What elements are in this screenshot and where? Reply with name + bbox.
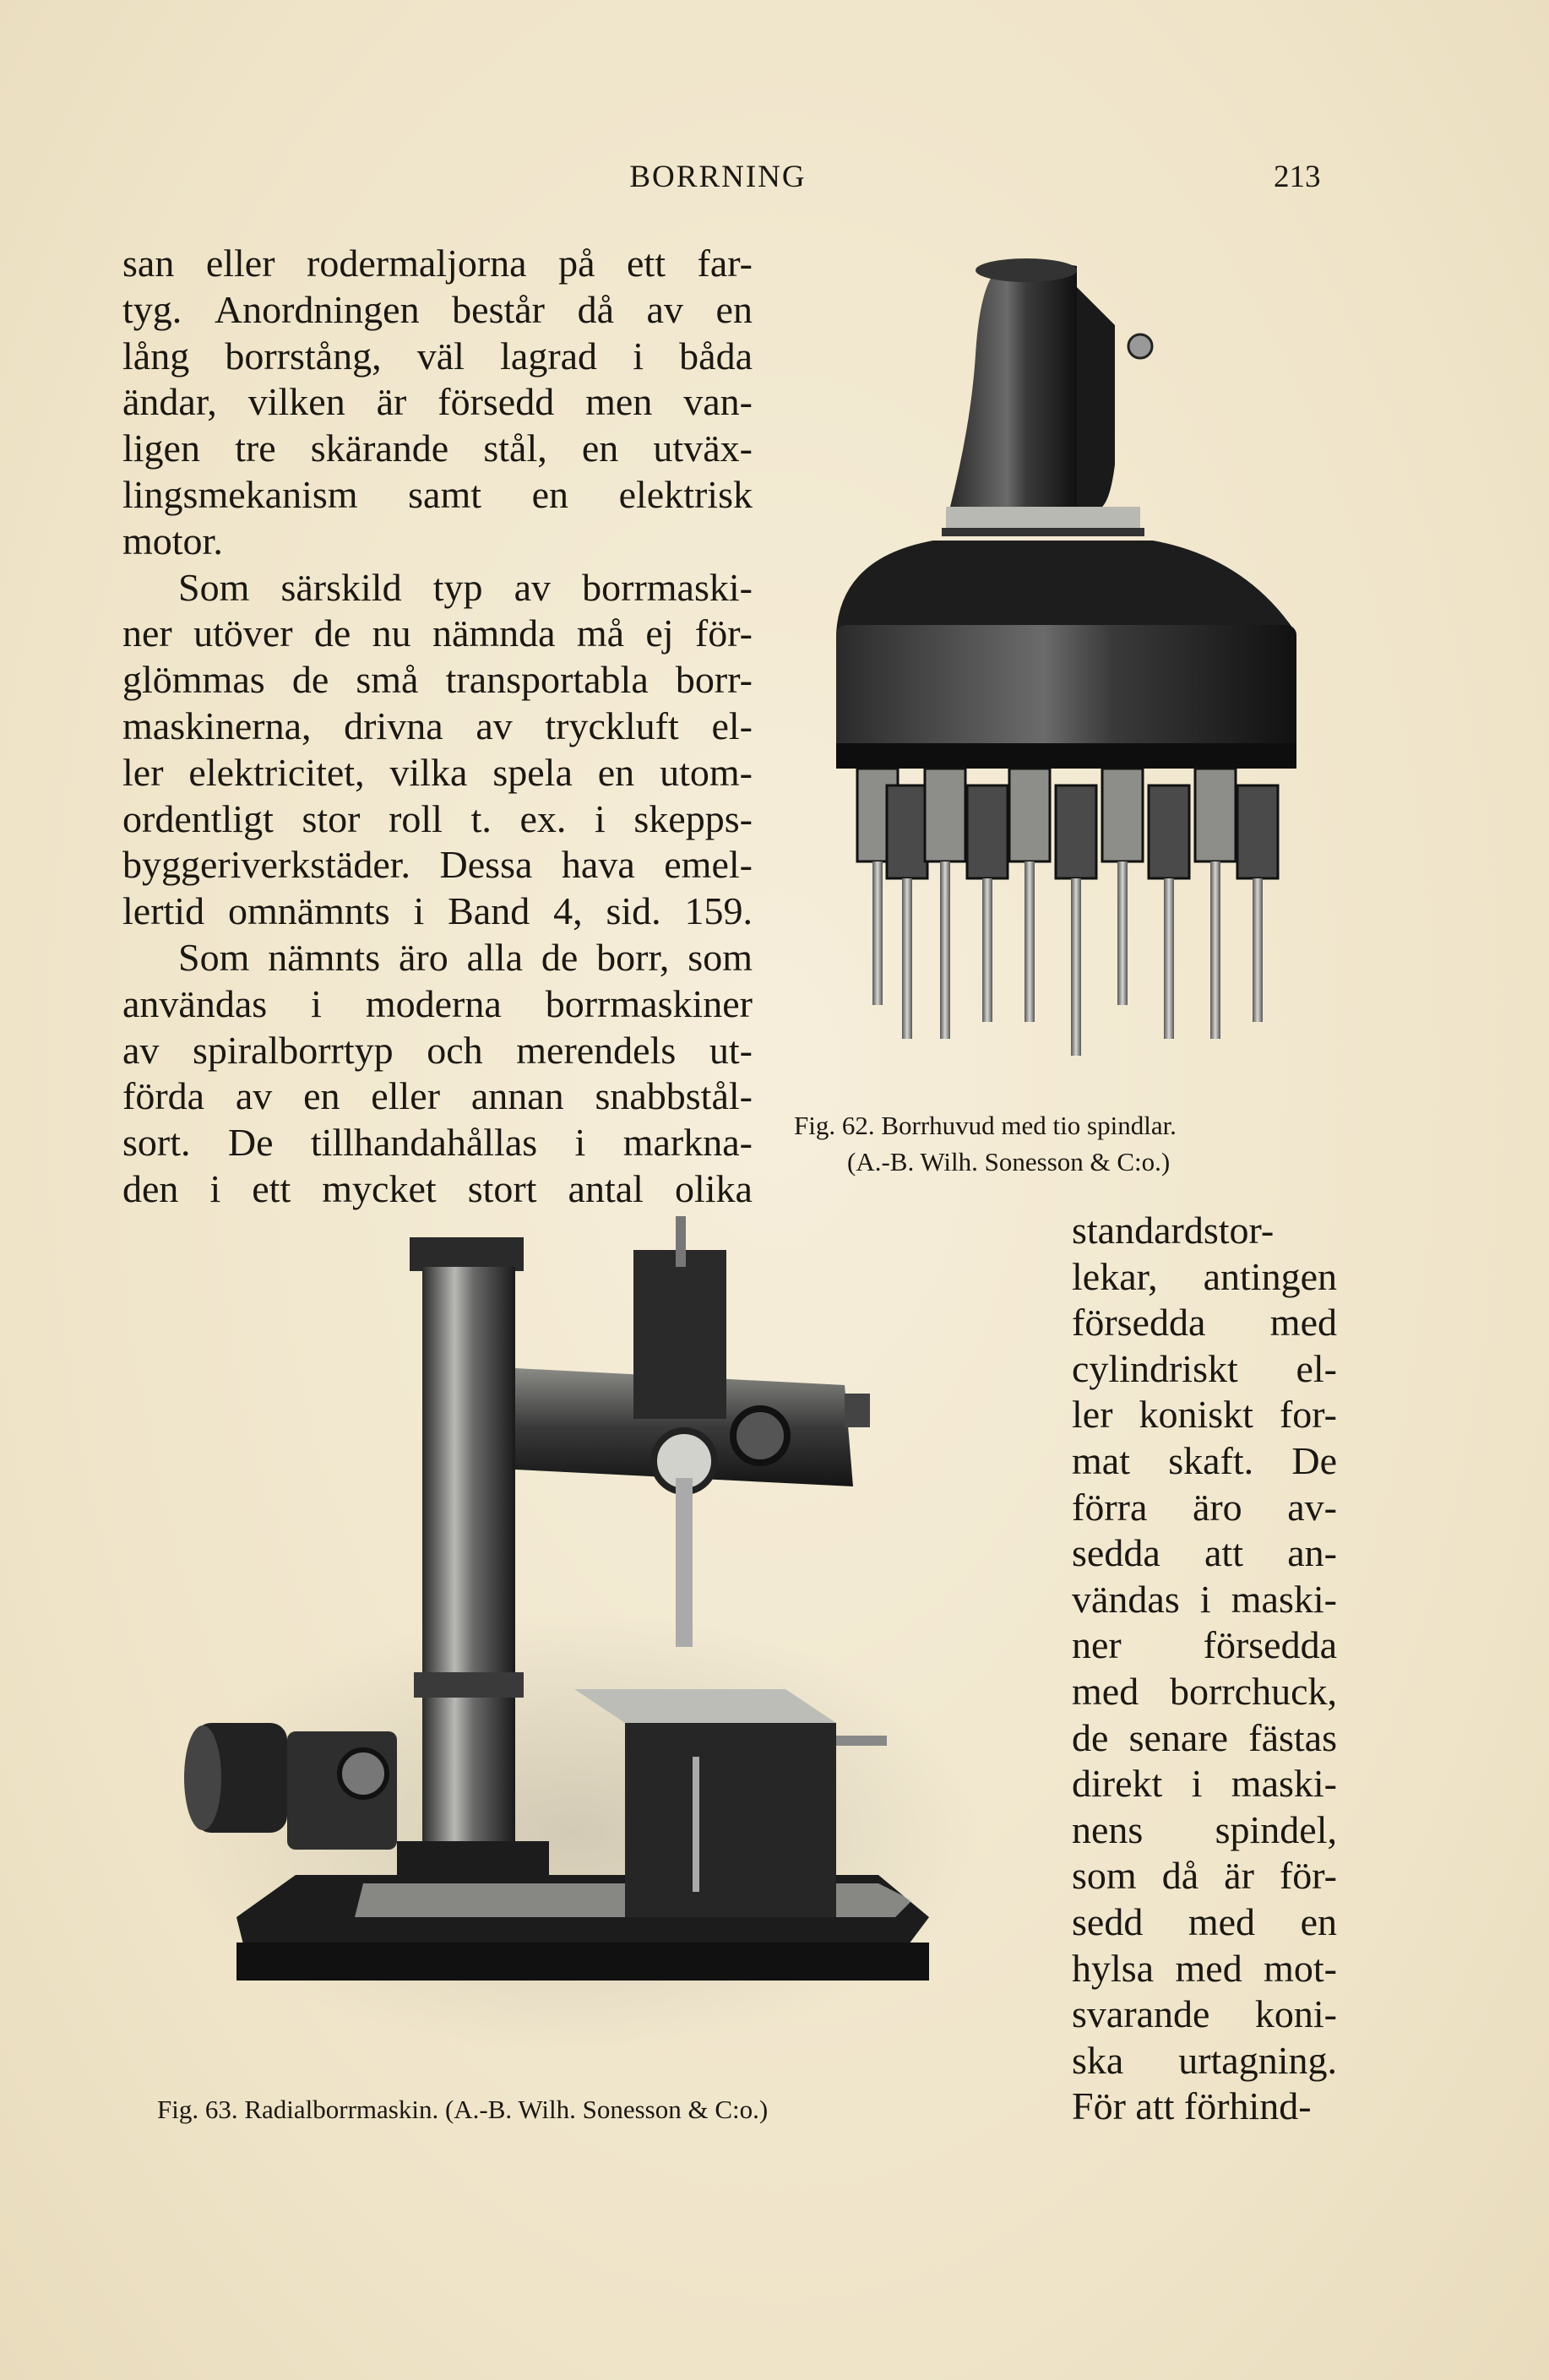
right-text-line: svarande koni- (1072, 1992, 1337, 2036)
left-text-line: motor. (122, 519, 223, 562)
drill-chuck (967, 785, 1008, 878)
drill-chuck (1009, 769, 1050, 861)
drill-bit (872, 861, 883, 1005)
right-text-line: lekar, antingen (1072, 1254, 1337, 1298)
right-text-line: förra äro av- (1072, 1485, 1337, 1529)
right-text-line: som då är för- (1072, 1854, 1337, 1898)
drill-chuck (887, 785, 927, 878)
drill-chuck (1195, 769, 1236, 861)
right-text-line: nens spindel, (1072, 1807, 1337, 1851)
drill-bit (1117, 861, 1128, 1005)
drill-chuck (1237, 785, 1278, 878)
right-text-line: sedda att an- (1072, 1531, 1337, 1575)
left-text-line: ler elektricitet, vilka spela en utom- (122, 750, 753, 794)
left-text-line: lingsmekanism samt en elektrisk (122, 473, 753, 516)
left-text-line: sort. De tillhandahållas i markna- (122, 1121, 753, 1165)
left-text-line: ner utöver de nu nämnda må ej för- (122, 611, 753, 655)
drill-bit (1025, 861, 1035, 1022)
right-text-line: ler koniskt for- (1072, 1393, 1337, 1437)
left-text-line: byggeriverkstäder. Dessa hava emel- (122, 843, 753, 887)
right-text-line: vändas i maski- (1072, 1577, 1337, 1621)
right-text-line: direkt i maski- (1072, 1762, 1337, 1806)
right-text-line: de senare fästas (1072, 1715, 1337, 1759)
drill-chuck (1149, 785, 1189, 878)
page-number: 213 (1274, 160, 1321, 194)
right-text-line: sedd med en (1072, 1900, 1337, 1943)
right-text-line: standardstor- (1072, 1209, 1275, 1252)
left-text-line: Som särskild typ av borrmaski- (178, 565, 753, 609)
left-text-line: lång borrstång, väl lagrad i båda (122, 334, 753, 378)
left-text-line: den i ett mycket stort antal olika (122, 1167, 753, 1210)
drill-bit (940, 861, 950, 1039)
drill-bit (1071, 878, 1081, 1056)
running-header: BORRNING (629, 160, 807, 194)
right-text-line: ska urtagning. (1072, 2038, 1337, 2082)
fig62-caption-line2: (A.-B. Wilh. Sonesson & C:o.) (847, 1147, 1171, 1176)
left-text-line: ändar, vilken är försedd men van- (122, 380, 753, 424)
fig62-caption-line1: Fig. 62. Borrhuvud med tio spindlar. (794, 1111, 1177, 1140)
drill-chuck (1102, 769, 1143, 861)
drill-chuck (1056, 785, 1096, 878)
drill-bit (902, 878, 912, 1039)
left-text-line: lertid omnämnts i Band 4, sid. 159. (122, 889, 753, 933)
right-text-line: försedda med (1072, 1301, 1337, 1345)
right-text-line: cylindriskt el- (1072, 1346, 1337, 1390)
left-text-line: maskinerna, drivna av tryckluft el- (122, 704, 753, 747)
left-text-line: av spiralborrtyp och merendels ut- (122, 1028, 753, 1072)
drill-chuck (925, 769, 965, 861)
fig63-radial-drill-image (169, 1216, 1022, 2078)
drill-bit (1253, 878, 1263, 1022)
left-text-line: användas i moderna borrmaskiner (122, 981, 753, 1025)
left-text-line: glömmas de små transportabla borr- (122, 658, 753, 702)
fig63-caption: Fig. 63. Radialborrmaskin. (A.-B. Wilh. Sonesson & C:o.) (157, 2095, 769, 2124)
left-text-line: san eller rodermaljorna på ett far- (122, 242, 753, 285)
fig62-drill-head-image (823, 253, 1313, 1098)
left-text-line: ordentligt stor roll t. ex. i skepps- (122, 796, 753, 840)
right-text-line: mat skaft. De (1072, 1439, 1337, 1482)
left-text-line: Som nämnts äro alla de borr, som (178, 936, 753, 979)
drill-bit (1164, 878, 1174, 1039)
right-text-line: ner försedda (1072, 1623, 1337, 1667)
left-text-line: ligen tre skärande stål, en utväx- (122, 427, 753, 470)
left-text-line: förda av en eller annan snabbstål- (122, 1074, 753, 1118)
right-text-line: med borrchuck, (1072, 1670, 1337, 1713)
right-text-line: hylsa med mot- (1072, 1946, 1337, 1990)
left-text-line: tyg. Anordningen består då av en (122, 287, 753, 331)
right-text-line: För att förhind- (1072, 2084, 1312, 2128)
drill-bit (1210, 861, 1220, 1039)
drill-bit (982, 878, 992, 1022)
